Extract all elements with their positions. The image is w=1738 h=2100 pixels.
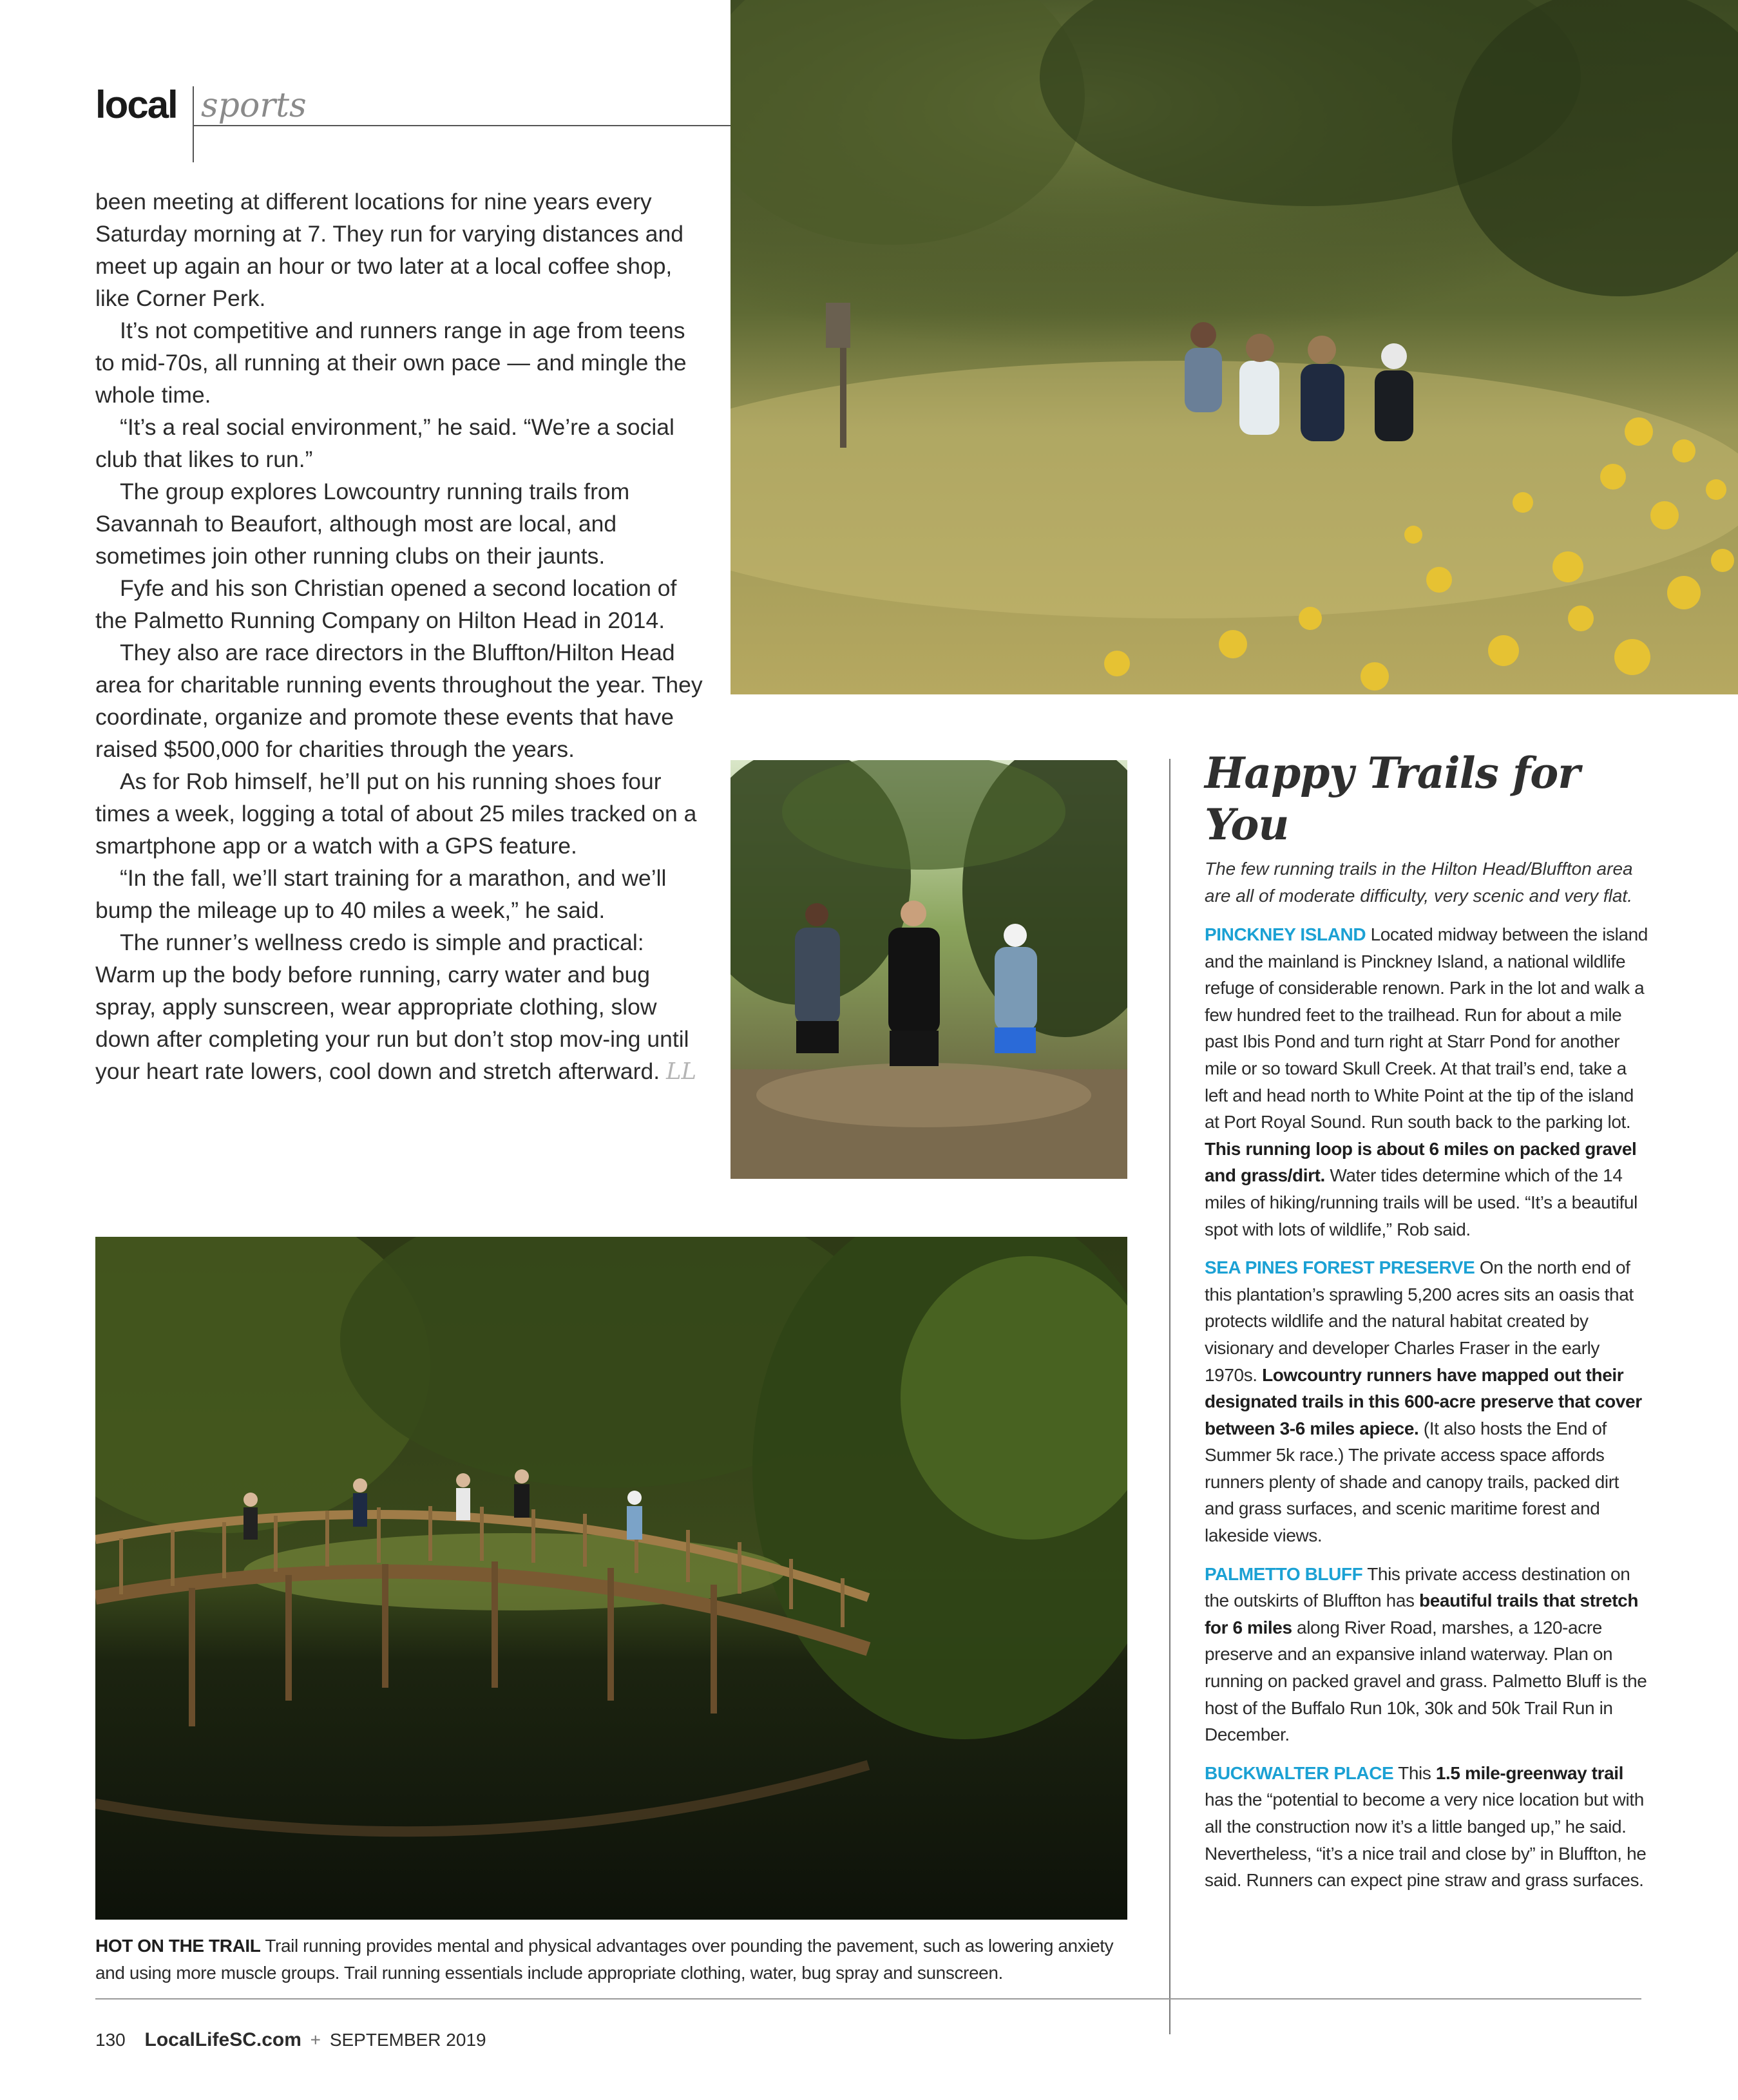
sidebar-intro: The few running trails in the Hilton Head/Bluffton area are all of moderate difficulty, very scenic and very flat. bbox=[1205, 859, 1633, 906]
section-label: local bbox=[95, 83, 177, 126]
trail-heading: PINCKNEY ISLAND bbox=[1205, 924, 1366, 944]
photo-caption bbox=[95, 1933, 1126, 1987]
caption-lead: HOT ON THE TRAIL bbox=[95, 1936, 261, 1956]
trail-text: This private access destination on the outskirts of Bluffton has bbox=[1205, 1563, 1630, 1611]
trail-text: Water tides determine which of the 14 miles of hiking/running trails will be used. “It’s a beautiful spot with lots of wildlife,” Rob said. bbox=[1205, 1165, 1638, 1239]
photo-bottom-illustration bbox=[95, 1237, 1127, 1920]
trail-text: Located midway between the island and the mainland is Pinckney Island, a national wildlife refuge of considerable renown. Park in the lot and walk a few hundred feet to the trailhead. Run for about a mile past Ibis Pond and turn right at Starr Pond for another mile or so toward Skull Creek. At that trail’s end, take a left and head north to White Point at the tip of the island at Port Royal Sound. Run south back to the parking lot. bbox=[1205, 924, 1648, 1132]
page-number: 130 bbox=[95, 2030, 126, 2050]
article-paragraph: “It’s a real social environment,” he said. “We’re a social club that likes to run.” bbox=[95, 414, 674, 472]
article-paragraph: Fyfe and his son Christian opened a second location of the Palmetto Running Company on Hilton Head in 2014. bbox=[95, 575, 677, 633]
article-signoff: LL bbox=[665, 1058, 697, 1085]
trail-entry bbox=[1205, 1561, 1649, 1748]
footer bbox=[95, 2029, 486, 2051]
trail-entry bbox=[1205, 921, 1649, 1243]
photo-middle bbox=[731, 760, 1127, 1179]
article-paragraph: The group explores Lowcountry running trails from Savannah to Beaufort, although most are local, and sometimes join other running clubs on their jaunts. bbox=[95, 479, 630, 569]
trail-text: (It also hosts the End of Summer 5k race.) The private access space affords runners plenty of shade and canopy trails, packed dirt and grass surfaces, and scenic maritime forest and lakeside views. bbox=[1205, 1418, 1619, 1546]
trail-entry bbox=[1205, 1760, 1649, 1894]
article-paragraph: been meeting at different locations for nine years every Saturday morning at 7. They run for varying distances and meet up again an hour or two later at a local coffee shop, like Corner Perk. bbox=[95, 189, 683, 311]
last-paragraph-text: The runner’s wellness credo is simple and practical: Warm up the body before running, carry water and bug spray, apply sunscreen, wear appropriate clothing, slow down after completing your run but don’t stop mov-ing until your heart rate lowers, cool down and stretch afterward. bbox=[95, 930, 689, 1084]
trail-text: On the north end of this plantation’s sprawling 5,200 acres sits an oasis that protects wildlife and the natural habitat created by visionary and developer Charles Fraser in the early 1970s. bbox=[1205, 1257, 1634, 1385]
trail-heading: SEA PINES FOREST PRESERVE bbox=[1205, 1257, 1475, 1278]
trail-highlight: This running loop is about 6 miles on packed gravel and grass/dirt. bbox=[1205, 1138, 1637, 1186]
trail-heading: PALMETTO BLUFF bbox=[1205, 1563, 1363, 1584]
trail-highlight: 1.5 mile-greenway trail bbox=[1435, 1762, 1624, 1783]
sidebar bbox=[1205, 747, 1649, 1905]
header-divider bbox=[193, 86, 194, 162]
trail-text: has the “potential to become a very nice location but with all the construction now it’s a little banged up,” he said. Nevertheless, “it’s a nice trail and close by” in Bluffton, he said. Runners can expect pine straw and grass surfaces. bbox=[1205, 1790, 1647, 1891]
issue-date: SEPTEMBER 2019 bbox=[329, 2030, 486, 2050]
trail-entry bbox=[1205, 1254, 1649, 1549]
trail-highlight: Lowcountry runners have mapped out their designated trails in this 600-acre preserve that cover between 3-6 miles apiece. bbox=[1205, 1364, 1642, 1438]
photo-bottom bbox=[95, 1237, 1127, 1920]
article-paragraph: As for Rob himself, he’ll put on his running shoes four times a week, logging a total of about 25 miles tracked on a smartphone app or a watch with a GPS feature. bbox=[95, 768, 697, 859]
caption-text: Trail running provides mental and physical advantages over pounding the pavement, such as lowering anxiety and using more muscle groups. Trail running essentials include appropriate clothing, water, bug spray and sunscreen. bbox=[95, 1936, 1114, 1983]
header-rule bbox=[193, 125, 731, 126]
article-paragraph-last bbox=[95, 926, 709, 1088]
site-name: LocalLifeSC.com bbox=[144, 2029, 301, 2050]
article-paragraph: “In the fall, we’ll start training for a marathon, and we’ll bump the mileage up to 40 miles a week,” he said. bbox=[95, 865, 667, 923]
sidebar-divider bbox=[1169, 759, 1170, 2034]
trail-heading: BUCKWALTER PLACE bbox=[1205, 1762, 1394, 1783]
photo-top-illustration bbox=[731, 0, 1738, 694]
trail-text: This bbox=[1393, 1762, 1436, 1783]
sidebar-title: Happy Trails for You bbox=[1205, 748, 1580, 850]
subsection-label: sports bbox=[201, 86, 307, 125]
article-paragraph: It’s not competitive and runners range in age from teens to mid-70s, all running at their own pace — and mingle the whole time. bbox=[95, 318, 687, 408]
article-paragraph: They also are race directors in the Bluffton/Hilton Head area for charitable running events throughout the year. They coordinate, organize and promote these events that have raised $500,000 for charities through the years. bbox=[95, 640, 703, 762]
photo-middle-illustration bbox=[731, 760, 1127, 1179]
photo-top bbox=[731, 0, 1738, 694]
article-body bbox=[95, 186, 709, 1088]
trail-highlight: beautiful trails that stretch for 6 miles bbox=[1205, 1590, 1639, 1637]
footer-separator: + bbox=[310, 2030, 321, 2050]
trail-text: along River Road, marshes, a 120-acre preserve and an expansive inland waterway. Plan on running on packed gravel and grass. Palmetto Bluff is the host of the Buffalo Run 10k, 30k and 50k Trail Run in December. bbox=[1205, 1617, 1647, 1745]
footer-rule bbox=[95, 1998, 1641, 2000]
